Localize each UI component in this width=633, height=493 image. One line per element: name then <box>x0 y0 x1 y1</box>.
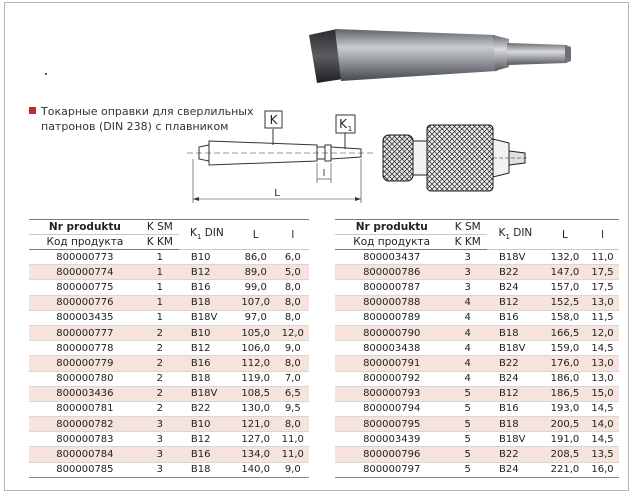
technical-drawing <box>185 103 385 213</box>
cell-product-number: 800000787 <box>335 280 448 295</box>
cell-product-number: 800003436 <box>29 386 141 401</box>
cell-length-L: 134,0 <box>235 447 277 462</box>
cell-product-number: 800000780 <box>29 371 141 386</box>
table-row <box>335 371 619 386</box>
col-header-nr: Nr produktu <box>29 220 141 235</box>
table-row <box>29 356 309 371</box>
cell-length-l: 12,0 <box>277 325 309 340</box>
table-row <box>29 462 309 477</box>
table-row <box>29 447 309 462</box>
label-L: L <box>274 188 280 199</box>
cell-length-l: 13,0 <box>586 295 619 310</box>
cell-morse-size: 2 <box>141 386 179 401</box>
cell-product-number: 800000779 <box>29 356 141 371</box>
cell-morse-size: 2 <box>141 356 179 371</box>
cell-length-L: 99,0 <box>235 280 277 295</box>
label-k1: K <box>339 117 347 131</box>
cell-din-taper: B18 <box>179 462 235 477</box>
cell-product-number: 800000775 <box>29 280 141 295</box>
cell-din-taper: B24 <box>487 371 544 386</box>
marker-dot <box>45 73 47 75</box>
cell-product-number: 800000773 <box>29 250 141 265</box>
cell-length-L: 108,5 <box>235 386 277 401</box>
cell-morse-size: 4 <box>448 341 487 356</box>
cell-length-L: 127,0 <box>235 432 277 447</box>
cell-product-number: 800003437 <box>335 250 448 265</box>
drill-chuck-arbor-photo <box>295 21 585 93</box>
cell-length-L: 130,0 <box>235 401 277 416</box>
cell-length-L: 132,0 <box>544 250 586 265</box>
table-row <box>29 341 309 356</box>
cell-product-number: 800000788 <box>335 295 448 310</box>
table-row <box>29 295 309 310</box>
cell-din-taper: B18V <box>487 432 544 447</box>
cell-length-l: 14,5 <box>586 341 619 356</box>
table-row <box>335 325 619 340</box>
product-table-left <box>29 219 309 478</box>
cell-morse-size: 3 <box>141 417 179 432</box>
cell-din-taper: B10 <box>179 417 235 432</box>
cell-din-taper: B18V <box>179 386 235 401</box>
table-row <box>335 417 619 432</box>
cell-length-L: 119,0 <box>235 371 277 386</box>
cell-product-number: 800000786 <box>335 265 448 280</box>
cell-length-l: 11,0 <box>277 432 309 447</box>
cell-length-L: 86,0 <box>235 250 277 265</box>
cell-length-L: 176,0 <box>544 356 586 371</box>
cell-din-taper: B24 <box>487 462 544 477</box>
cell-length-l: 12,0 <box>586 325 619 340</box>
cell-product-number: 800000796 <box>335 447 448 462</box>
cell-product-number: 800000794 <box>335 401 448 416</box>
cell-length-L: 200,5 <box>544 417 586 432</box>
cell-length-l: 13,0 <box>586 356 619 371</box>
cell-din-taper: B16 <box>179 447 235 462</box>
cell-morse-size: 1 <box>141 295 179 310</box>
cell-din-taper: B10 <box>179 250 235 265</box>
cell-length-L: 208,5 <box>544 447 586 462</box>
cell-morse-size: 2 <box>141 325 179 340</box>
cell-morse-size: 1 <box>141 250 179 265</box>
col-header-L: L <box>235 220 277 250</box>
cell-product-number: 800000783 <box>29 432 141 447</box>
cell-product-number: 800000785 <box>29 462 141 477</box>
table-row <box>29 325 309 340</box>
cell-din-taper: B12 <box>179 341 235 356</box>
cell-length-l: 13,0 <box>586 371 619 386</box>
cell-din-taper: B12 <box>179 432 235 447</box>
cell-product-number: 800000777 <box>29 325 141 340</box>
label-k1-sub: 1 <box>347 125 353 133</box>
col-header-din: $K_1$ DIN <box>179 220 235 250</box>
cell-din-taper: B22 <box>179 401 235 416</box>
cell-morse-size: 5 <box>448 401 487 416</box>
cell-morse-size: 3 <box>448 280 487 295</box>
cell-length-l: 8,0 <box>277 280 309 295</box>
cell-length-L: 97,0 <box>235 310 277 325</box>
cell-din-taper: B18 <box>179 371 235 386</box>
table-row <box>335 432 619 447</box>
cell-din-taper: B10 <box>179 325 235 340</box>
cell-morse-size: 5 <box>448 386 487 401</box>
cell-morse-size: 1 <box>141 280 179 295</box>
col-header-din: $K_1$ DIN <box>487 220 544 250</box>
cell-length-l: 14,0 <box>586 417 619 432</box>
table-row <box>335 401 619 416</box>
cell-length-L: 191,0 <box>544 432 586 447</box>
table-row <box>335 386 619 401</box>
cell-morse-size: 4 <box>448 310 487 325</box>
cell-din-taper: B16 <box>179 356 235 371</box>
table-row <box>335 280 619 295</box>
table-row <box>335 462 619 477</box>
cell-morse-size: 2 <box>141 341 179 356</box>
cell-length-l: 9,0 <box>277 462 309 477</box>
cell-length-L: 147,0 <box>544 265 586 280</box>
cell-morse-size: 5 <box>448 432 487 447</box>
col-header-l: l <box>586 220 619 250</box>
cell-length-l: 6,5 <box>277 386 309 401</box>
cell-length-l: 8,0 <box>277 417 309 432</box>
cell-morse-size: 2 <box>141 371 179 386</box>
cell-length-l: 14,5 <box>586 432 619 447</box>
cell-product-number: 800000792 <box>335 371 448 386</box>
cell-din-taper: B16 <box>487 310 544 325</box>
cell-product-number: 800000793 <box>335 386 448 401</box>
cell-product-number: 800000776 <box>29 295 141 310</box>
table-row <box>29 401 309 416</box>
cell-length-L: 186,5 <box>544 386 586 401</box>
cell-product-number: 800000797 <box>335 462 448 477</box>
cell-length-L: 193,0 <box>544 401 586 416</box>
cell-din-taper: B16 <box>179 280 235 295</box>
table-row <box>335 341 619 356</box>
cell-length-L: 186,0 <box>544 371 586 386</box>
cell-product-number: 800000778 <box>29 341 141 356</box>
cell-morse-size: 5 <box>448 462 487 477</box>
col-header-l: l <box>277 220 309 250</box>
cell-morse-size: 1 <box>141 265 179 280</box>
cell-length-l: 17,5 <box>586 280 619 295</box>
cell-product-number: 800000784 <box>29 447 141 462</box>
col-header-nr-ru: Код продукта <box>29 235 141 250</box>
cell-morse-size: 4 <box>448 325 487 340</box>
cell-product-number: 800000781 <box>29 401 141 416</box>
cell-length-L: 166,5 <box>544 325 586 340</box>
table-row <box>29 280 309 295</box>
cell-din-taper: B18V <box>487 250 544 265</box>
cell-length-l: 9,5 <box>277 401 309 416</box>
cell-din-taper: B12 <box>487 295 544 310</box>
cell-din-taper: B18 <box>487 325 544 340</box>
cell-product-number: 800000774 <box>29 265 141 280</box>
cell-din-taper: B22 <box>487 356 544 371</box>
cell-morse-size: 3 <box>448 250 487 265</box>
cell-length-L: 221,0 <box>544 462 586 477</box>
col-header-kkm: K KM <box>141 235 179 250</box>
cell-length-L: 106,0 <box>235 341 277 356</box>
cell-length-L: 140,0 <box>235 462 277 477</box>
cell-length-l: 8,0 <box>277 310 309 325</box>
table-row <box>335 265 619 280</box>
cell-product-number: 800000782 <box>29 417 141 432</box>
table-row <box>29 417 309 432</box>
cell-product-number: 800000795 <box>335 417 448 432</box>
cell-morse-size: 4 <box>448 295 487 310</box>
cell-morse-size: 5 <box>448 417 487 432</box>
cell-din-taper: B22 <box>487 447 544 462</box>
cell-morse-size: 4 <box>448 356 487 371</box>
catalog-page <box>4 2 629 491</box>
cell-length-L: 157,0 <box>544 280 586 295</box>
cell-morse-size: 5 <box>448 447 487 462</box>
table-row <box>335 356 619 371</box>
cell-length-L: 152,5 <box>544 295 586 310</box>
cell-din-taper: B18V <box>487 341 544 356</box>
table-row <box>29 265 309 280</box>
cell-product-number: 800000791 <box>335 356 448 371</box>
cell-product-number: 800003435 <box>29 310 141 325</box>
col-header-kkm: K KM <box>448 235 487 250</box>
caption-line-1: Токарные оправки для сверлильных <box>41 105 254 118</box>
cell-din-taper: B12 <box>179 265 235 280</box>
cell-length-l: 8,0 <box>277 356 309 371</box>
cell-length-l: 9,0 <box>277 341 309 356</box>
table-row <box>335 310 619 325</box>
cell-din-taper: B18V <box>179 310 235 325</box>
col-header-nr-ru: Код продукта <box>335 235 448 250</box>
cell-din-taper: B18 <box>179 295 235 310</box>
cell-length-l: 7,0 <box>277 371 309 386</box>
cell-morse-size: 3 <box>141 462 179 477</box>
table-row <box>29 250 309 265</box>
cell-product-number: 800000790 <box>335 325 448 340</box>
table-row <box>335 447 619 462</box>
cell-length-L: 107,0 <box>235 295 277 310</box>
table-row <box>29 432 309 447</box>
cell-product-number: 800000789 <box>335 310 448 325</box>
cell-length-l: 17,5 <box>586 265 619 280</box>
cell-din-taper: B16 <box>487 401 544 416</box>
cell-length-l: 16,0 <box>586 462 619 477</box>
cell-length-L: 121,0 <box>235 417 277 432</box>
cell-length-L: 105,0 <box>235 325 277 340</box>
cell-product-number: 800003439 <box>335 432 448 447</box>
cell-length-l: 8,0 <box>277 295 309 310</box>
caption-line-2: патронов (DIN 238) с плавником <box>41 120 229 133</box>
cell-length-l: 15,0 <box>586 386 619 401</box>
cell-length-L: 89,0 <box>235 265 277 280</box>
cell-morse-size: 1 <box>141 310 179 325</box>
label-k: K <box>269 113 278 127</box>
drill-chuck-photo <box>377 119 537 199</box>
cell-din-taper: B24 <box>487 280 544 295</box>
table-row <box>335 295 619 310</box>
col-header-ksm: K SM <box>141 220 179 235</box>
cell-product-number: 800003438 <box>335 341 448 356</box>
label-l: l <box>322 169 326 179</box>
cell-length-L: 159,0 <box>544 341 586 356</box>
cell-din-taper: B22 <box>487 265 544 280</box>
table-row <box>29 310 309 325</box>
cell-length-l: 5,0 <box>277 265 309 280</box>
cell-length-l: 11,0 <box>586 250 619 265</box>
bullet-icon <box>29 107 36 114</box>
col-header-ksm: K SM <box>448 220 487 235</box>
col-header-nr: Nr produktu <box>335 220 448 235</box>
cell-din-taper: B12 <box>487 386 544 401</box>
product-table-right <box>335 219 619 478</box>
table-row <box>335 250 619 265</box>
cell-length-L: 112,0 <box>235 356 277 371</box>
cell-morse-size: 4 <box>448 371 487 386</box>
cell-morse-size: 3 <box>448 265 487 280</box>
cell-length-l: 6,0 <box>277 250 309 265</box>
table-row <box>29 386 309 401</box>
col-header-L: L <box>544 220 586 250</box>
table-row <box>29 371 309 386</box>
cell-length-l: 13,5 <box>586 447 619 462</box>
cell-din-taper: B18 <box>487 417 544 432</box>
cell-morse-size: 2 <box>141 401 179 416</box>
cell-length-l: 11,0 <box>277 447 309 462</box>
cell-morse-size: 3 <box>141 432 179 447</box>
cell-length-l: 14,5 <box>586 401 619 416</box>
cell-morse-size: 3 <box>141 447 179 462</box>
cell-length-L: 158,0 <box>544 310 586 325</box>
cell-length-l: 11,5 <box>586 310 619 325</box>
